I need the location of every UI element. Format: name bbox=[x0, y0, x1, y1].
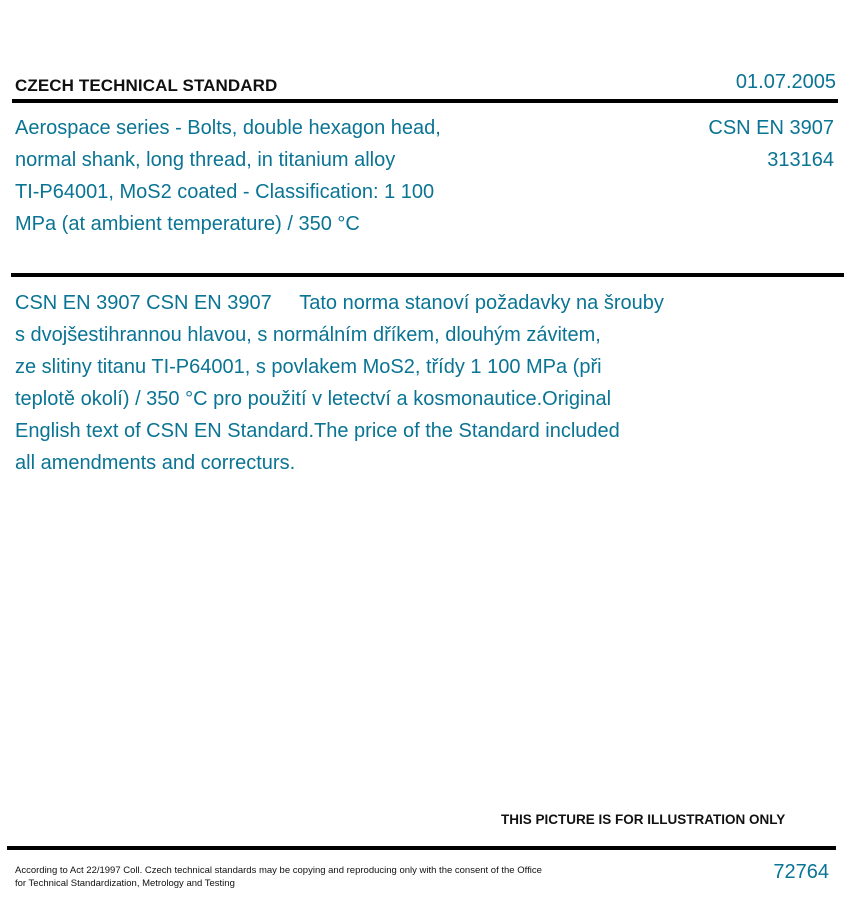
title-divider bbox=[11, 273, 844, 277]
header-divider bbox=[12, 99, 838, 103]
description-line: teplotě okolí) / 350 °C pro použití v letectví a kosmonautice.Original bbox=[15, 388, 612, 410]
standard-title bbox=[15, 112, 495, 240]
standard-title-line: normal shank, long thread, in titanium alloy bbox=[15, 149, 396, 171]
description-line: CSN EN 3907 CSN EN 3907 Tato norma stanoví požadavky na šrouby bbox=[15, 292, 664, 314]
standard-code: CSN EN 3907 bbox=[708, 117, 834, 139]
description-line: English text of CSN EN Standard.The price of the Standard included bbox=[15, 420, 620, 442]
description-line: ze slitiny titanu TI-P64001, s povlakem MoS2, třídy 1 100 MPa (při bbox=[15, 356, 602, 378]
document-type-heading: CZECH TECHNICAL STANDARD bbox=[15, 76, 278, 95]
legal-notice bbox=[15, 864, 595, 890]
standard-title-line: TI-P64001, MoS2 coated - Classification: 1 100 bbox=[15, 181, 435, 203]
description-line: all amendments and correcturs. bbox=[15, 452, 296, 474]
standard-title-line: MPa (at ambient temperature) / 350 °C bbox=[15, 213, 360, 235]
publication-date: 01.07.2005 bbox=[735, 71, 836, 93]
document-number: 72764 bbox=[773, 861, 829, 883]
legal-notice-line: According to Act 22/1997 Coll. Czech technical standards may be copying and reproducing only with the consent of the Office bbox=[15, 865, 542, 876]
description-line: s dvojšestihrannou hlavou, s normálním dříkem, dlouhým závitem, bbox=[15, 324, 601, 346]
illustration-note: THIS PICTURE IS FOR ILLUSTRATION ONLY bbox=[501, 812, 786, 827]
footer-divider bbox=[7, 846, 836, 850]
legal-notice-line: for Technical Standardization, Metrology and Testing bbox=[15, 878, 235, 889]
catalog-number: 313164 bbox=[767, 149, 834, 171]
standard-description bbox=[15, 287, 725, 479]
standard-identifiers bbox=[708, 112, 834, 176]
standard-title-line: Aerospace series - Bolts, double hexagon head, bbox=[15, 117, 441, 139]
